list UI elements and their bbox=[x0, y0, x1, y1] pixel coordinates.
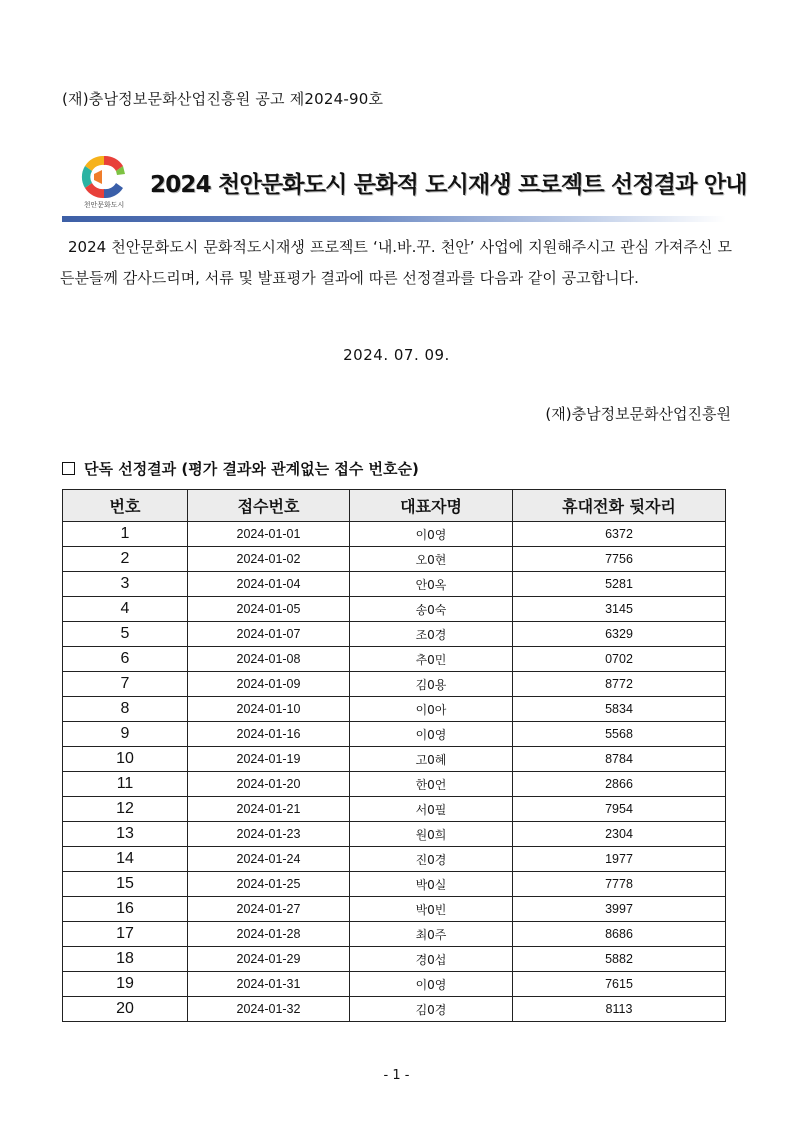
cell-representative-name: 고0혜 bbox=[350, 747, 513, 772]
cell-receipt-number: 2024-01-25 bbox=[188, 872, 350, 897]
cell-receipt-number: 2024-01-27 bbox=[188, 897, 350, 922]
cell-number: 9 bbox=[63, 722, 188, 747]
cell-receipt-number: 2024-01-32 bbox=[188, 997, 350, 1022]
header-receipt-number: 접수번호 bbox=[188, 490, 350, 522]
table-row bbox=[63, 622, 726, 647]
cell-phone-last-digits: 6372 bbox=[513, 522, 726, 547]
cell-phone-last-digits: 5882 bbox=[513, 947, 726, 972]
cell-phone-last-digits: 5281 bbox=[513, 572, 726, 597]
cell-number: 8 bbox=[63, 697, 188, 722]
cell-receipt-number: 2024-01-16 bbox=[188, 722, 350, 747]
table-row bbox=[63, 797, 726, 822]
table-row bbox=[63, 597, 726, 622]
intro-paragraph bbox=[60, 232, 732, 294]
cell-receipt-number: 2024-01-19 bbox=[188, 747, 350, 772]
cell-representative-name: 안0옥 bbox=[350, 572, 513, 597]
cell-representative-name: 최0주 bbox=[350, 922, 513, 947]
page-number: - 1 - bbox=[383, 1068, 410, 1083]
cell-representative-name: 송0숙 bbox=[350, 597, 513, 622]
cell-phone-last-digits: 8784 bbox=[513, 747, 726, 772]
table-header-row bbox=[63, 490, 726, 522]
cell-representative-name: 한0언 bbox=[350, 772, 513, 797]
cell-receipt-number: 2024-01-20 bbox=[188, 772, 350, 797]
cell-representative-name: 오0현 bbox=[350, 547, 513, 572]
square-bullet-icon bbox=[62, 462, 75, 475]
cell-representative-name: 진0경 bbox=[350, 847, 513, 872]
table-row bbox=[63, 972, 726, 997]
title-underline-bar bbox=[62, 216, 726, 222]
cell-receipt-number: 2024-01-28 bbox=[188, 922, 350, 947]
cell-phone-last-digits: 8772 bbox=[513, 672, 726, 697]
cell-receipt-number: 2024-01-24 bbox=[188, 847, 350, 872]
table-row bbox=[63, 872, 726, 897]
cell-receipt-number: 2024-01-02 bbox=[188, 547, 350, 572]
header-phone-last-digits: 휴대전화 뒷자리 bbox=[513, 490, 726, 522]
cell-phone-last-digits: 7615 bbox=[513, 972, 726, 997]
cell-phone-last-digits: 2866 bbox=[513, 772, 726, 797]
cell-number: 3 bbox=[63, 572, 188, 597]
logo-text: 천안문화도시 bbox=[83, 201, 125, 209]
table-row bbox=[63, 647, 726, 672]
cell-receipt-number: 2024-01-04 bbox=[188, 572, 350, 597]
cell-number: 16 bbox=[63, 897, 188, 922]
cell-number: 6 bbox=[63, 647, 188, 672]
table-row bbox=[63, 722, 726, 747]
cell-number: 17 bbox=[63, 922, 188, 947]
table-row bbox=[63, 772, 726, 797]
cell-receipt-number: 2024-01-09 bbox=[188, 672, 350, 697]
cell-phone-last-digits: 2304 bbox=[513, 822, 726, 847]
notice-date: 2024. 07. 09. bbox=[343, 346, 450, 364]
cell-receipt-number: 2024-01-29 bbox=[188, 947, 350, 972]
cell-phone-last-digits: 7778 bbox=[513, 872, 726, 897]
cell-number: 12 bbox=[63, 797, 188, 822]
table-row bbox=[63, 572, 726, 597]
cell-representative-name: 서0필 bbox=[350, 797, 513, 822]
table-row bbox=[63, 897, 726, 922]
cell-number: 2 bbox=[63, 547, 188, 572]
table-row bbox=[63, 822, 726, 847]
intro-paragraph-text: 2024 천안문화도시 문화적도시재생 프로젝트 ‘내.바.꾸. 천안’ 사업에 지원해주시고 관심 가져주신 모든분들께 감사드리며, 서류 및 발표평가 결과에 따른 선정결과를 다음과 같이 공고합니다. bbox=[60, 238, 732, 287]
table-row bbox=[63, 547, 726, 572]
cell-phone-last-digits: 6329 bbox=[513, 622, 726, 647]
logo-mark-icon bbox=[80, 154, 128, 200]
table-row bbox=[63, 847, 726, 872]
cell-number: 5 bbox=[63, 622, 188, 647]
cell-phone-last-digits: 3997 bbox=[513, 897, 726, 922]
cell-phone-last-digits: 3145 bbox=[513, 597, 726, 622]
cell-phone-last-digits: 0702 bbox=[513, 647, 726, 672]
notice-number: (재)충남정보문화산업진흥원 공고 제2024-90호 bbox=[62, 90, 384, 108]
cell-number: 10 bbox=[63, 747, 188, 772]
cell-representative-name: 김0용 bbox=[350, 672, 513, 697]
cell-representative-name: 이0영 bbox=[350, 722, 513, 747]
table-row bbox=[63, 747, 726, 772]
cell-representative-name: 추0민 bbox=[350, 647, 513, 672]
cell-representative-name: 조0경 bbox=[350, 622, 513, 647]
selection-results-table bbox=[62, 489, 726, 1022]
table-row bbox=[63, 947, 726, 972]
cell-number: 4 bbox=[63, 597, 188, 622]
cell-number: 20 bbox=[63, 997, 188, 1022]
table-row bbox=[63, 672, 726, 697]
cell-phone-last-digits: 7756 bbox=[513, 547, 726, 572]
cell-receipt-number: 2024-01-31 bbox=[188, 972, 350, 997]
cell-phone-last-digits: 1977 bbox=[513, 847, 726, 872]
page-title: 2024 천안문화도시 문화적 도시재생 프로젝트 선정결과 안내 bbox=[150, 172, 747, 198]
table-row bbox=[63, 522, 726, 547]
table-row bbox=[63, 997, 726, 1022]
cell-receipt-number: 2024-01-21 bbox=[188, 797, 350, 822]
cell-phone-last-digits: 8686 bbox=[513, 922, 726, 947]
section-heading-text: 단독 선정결과 (평가 결과와 관계없는 접수 번호순) bbox=[84, 460, 419, 478]
cell-number: 11 bbox=[63, 772, 188, 797]
cell-receipt-number: 2024-01-23 bbox=[188, 822, 350, 847]
cell-number: 14 bbox=[63, 847, 188, 872]
cell-number: 19 bbox=[63, 972, 188, 997]
cell-number: 1 bbox=[63, 522, 188, 547]
table-row bbox=[63, 697, 726, 722]
cell-number: 7 bbox=[63, 672, 188, 697]
cell-phone-last-digits: 5834 bbox=[513, 697, 726, 722]
section-heading bbox=[62, 458, 419, 479]
cell-representative-name: 경0섭 bbox=[350, 947, 513, 972]
cell-receipt-number: 2024-01-07 bbox=[188, 622, 350, 647]
cell-representative-name: 원0희 bbox=[350, 822, 513, 847]
cell-receipt-number: 2024-01-08 bbox=[188, 647, 350, 672]
cell-phone-last-digits: 7954 bbox=[513, 797, 726, 822]
header-representative-name: 대표자명 bbox=[350, 490, 513, 522]
cell-receipt-number: 2024-01-10 bbox=[188, 697, 350, 722]
cell-phone-last-digits: 8113 bbox=[513, 997, 726, 1022]
cell-phone-last-digits: 5568 bbox=[513, 722, 726, 747]
header-number: 번호 bbox=[63, 490, 188, 522]
cell-receipt-number: 2024-01-01 bbox=[188, 522, 350, 547]
cell-representative-name: 박0실 bbox=[350, 872, 513, 897]
cell-number: 13 bbox=[63, 822, 188, 847]
cell-representative-name: 이0영 bbox=[350, 972, 513, 997]
cell-number: 15 bbox=[63, 872, 188, 897]
organization-name: (재)충남정보문화산업진흥원 bbox=[545, 405, 731, 423]
cell-representative-name: 이0아 bbox=[350, 697, 513, 722]
cell-receipt-number: 2024-01-05 bbox=[188, 597, 350, 622]
cell-representative-name: 김0경 bbox=[350, 997, 513, 1022]
cell-number: 18 bbox=[63, 947, 188, 972]
cell-representative-name: 이0영 bbox=[350, 522, 513, 547]
cheonan-culture-city-logo bbox=[80, 154, 128, 212]
table-row bbox=[63, 922, 726, 947]
cell-representative-name: 박0빈 bbox=[350, 897, 513, 922]
